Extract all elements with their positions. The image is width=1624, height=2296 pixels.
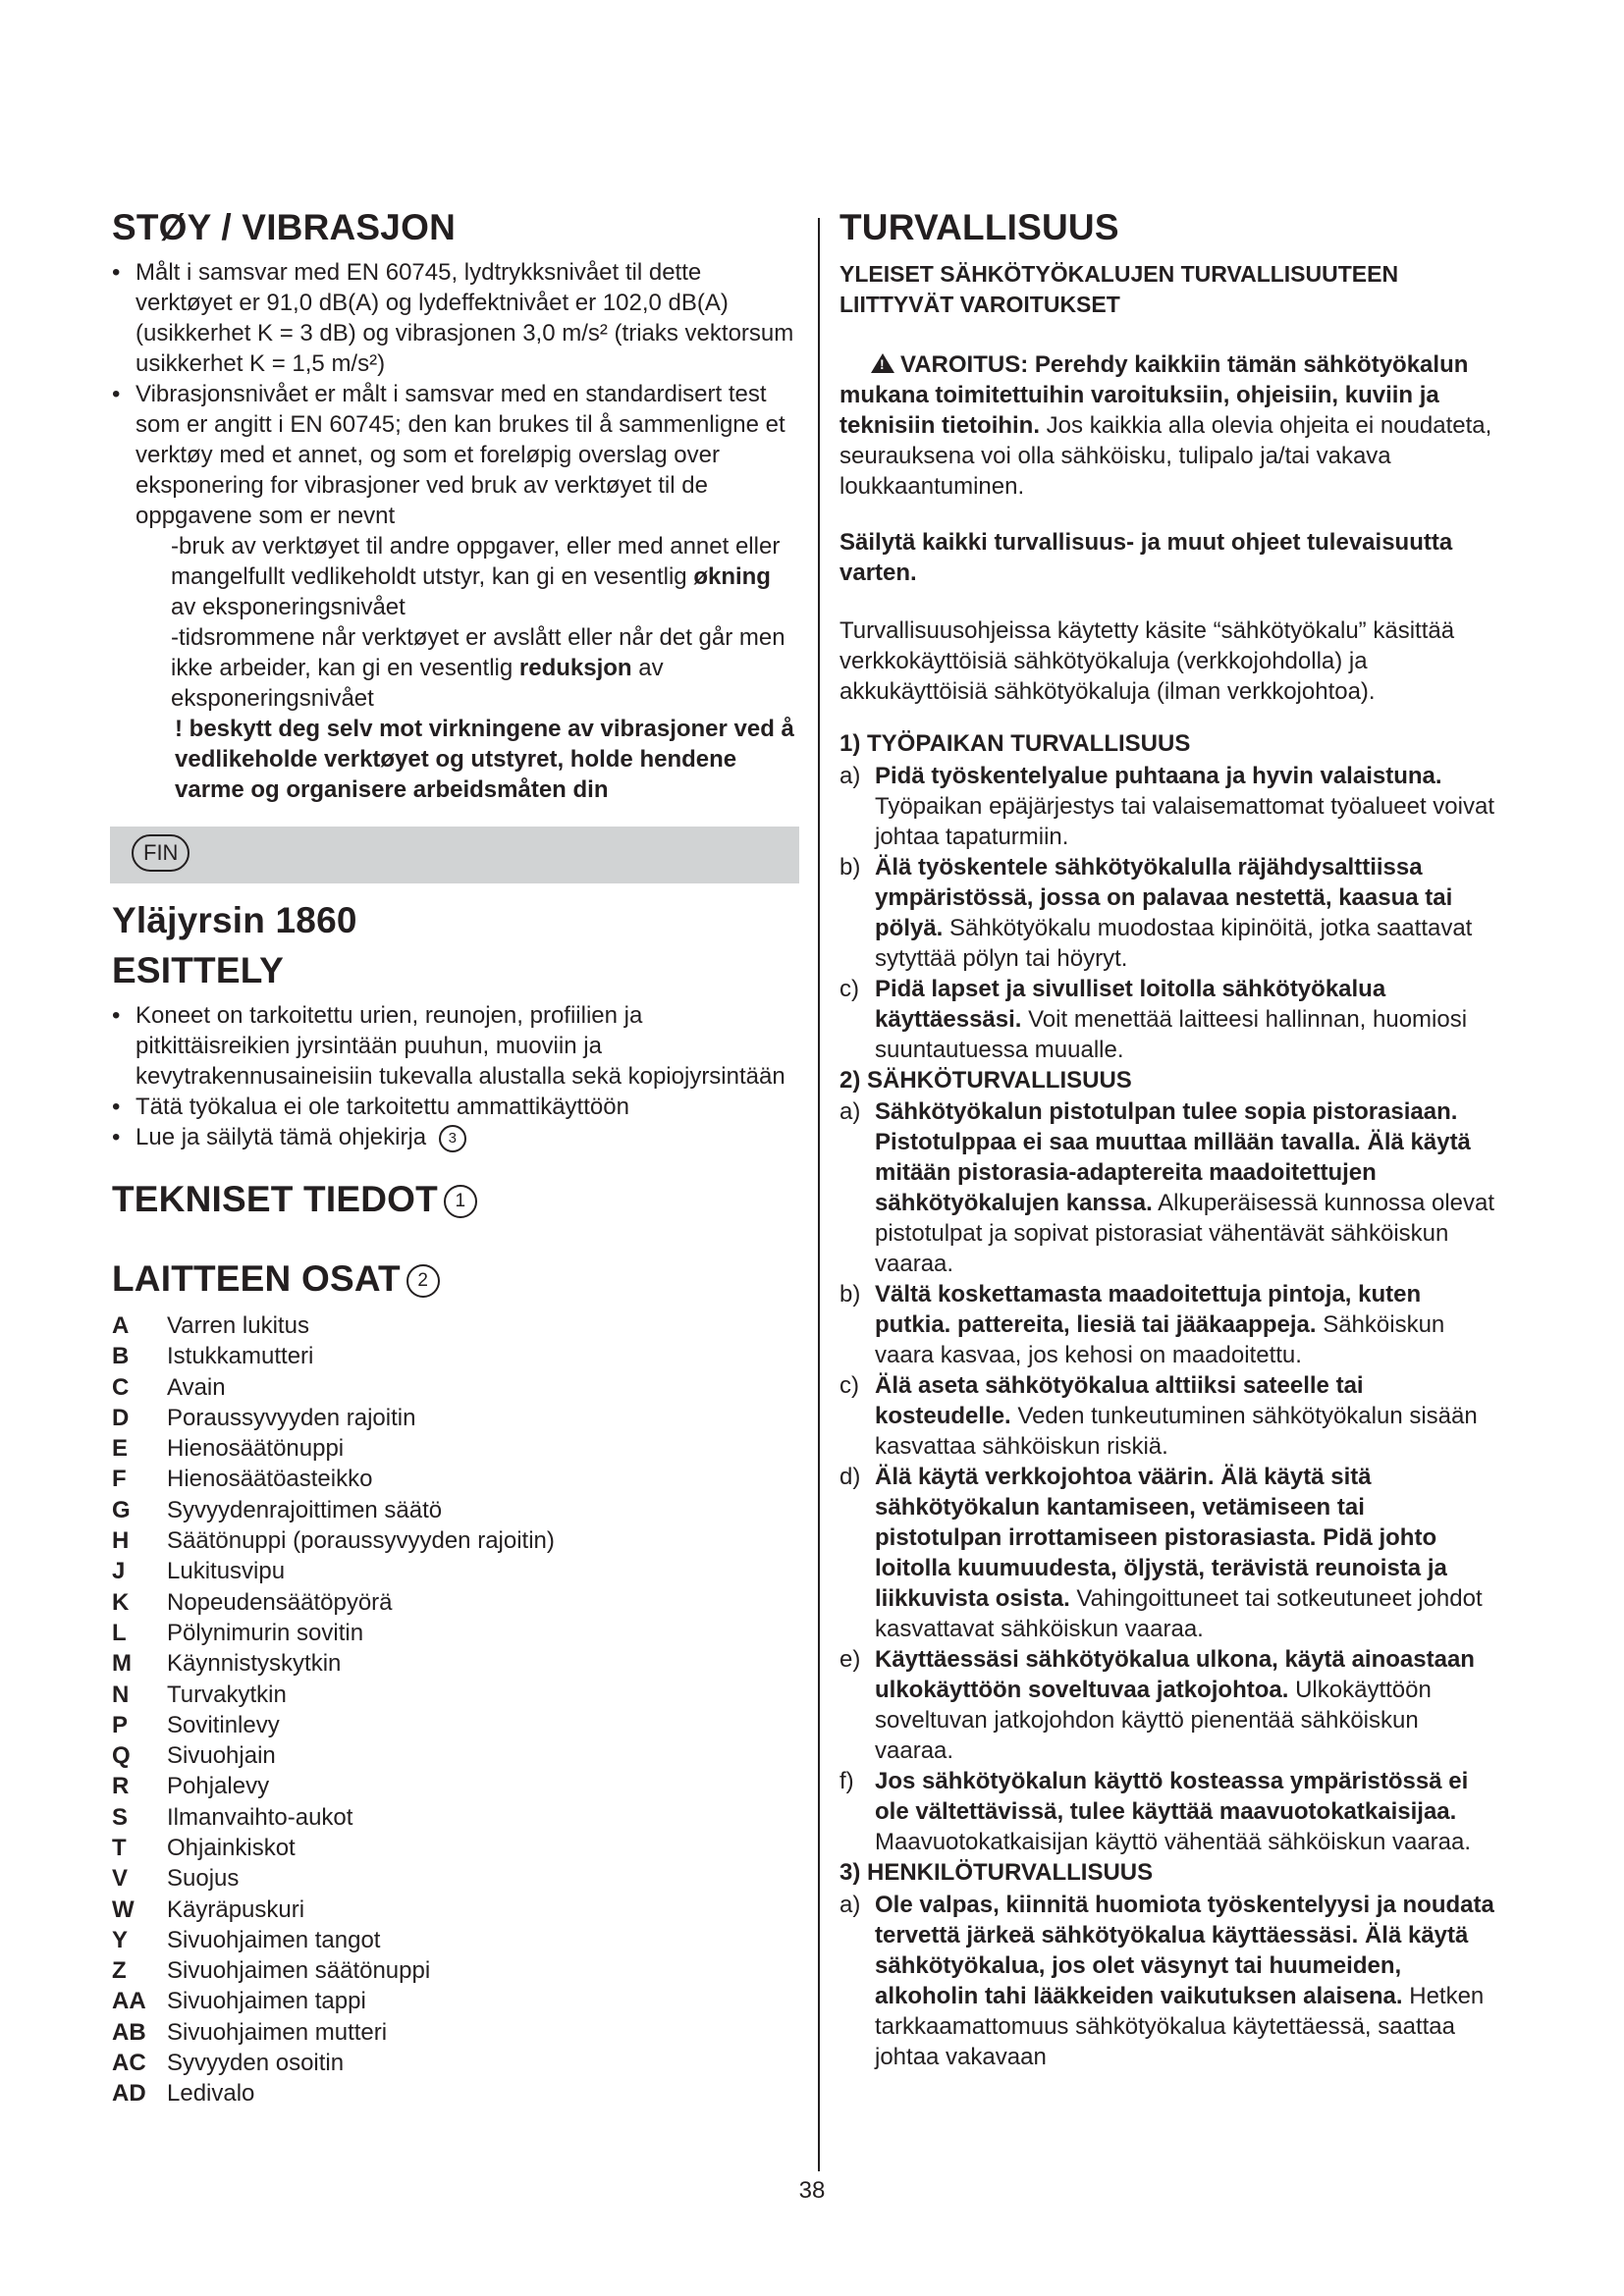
intro-bullet: • Koneet on tarkoitettu urien, reunojen, profiilien ja pitkittäisreikien jyrsintään puuhun, muoviin ja kevytrakennusaineisiin tukevalla alustalla sekä kopiojyrsintään (112, 1000, 799, 1092)
part-label: Sivuohjaimen säätönuppi (167, 1957, 431, 1985)
part-item (112, 1863, 799, 1894)
part-item (112, 1372, 799, 1403)
figure-ref-icon: 3 (439, 1125, 466, 1152)
part-item (112, 1403, 799, 1433)
noise-list (112, 257, 799, 805)
part-label: Käyräpuskuri (167, 1896, 305, 1923)
warning-triangle-icon (871, 353, 894, 373)
part-key: E (112, 1435, 129, 1463)
safety-item: b) Älä työskentele sähkötyökalulla räjähdysalttiissa ympäristössä, jossa on palavaa nestettä, kaasua tai pölyä. Sähkötyökalu muodostaa kipinöitä, jotka saattavat sytyttää pölyn tai höyryt. (839, 853, 1473, 972)
part-key: Z (112, 1957, 127, 1985)
part-item (112, 1955, 799, 1986)
safety-item: d) Älä käytä verkkojohtoa väärin. Älä käytä sitä sähkötyökalun kantamiseen, vetämiseen tai pistotulpan irrottamiseen pistorasiasta. Pidä johto loitolla kuumuudesta, öljystä, terävistä reunoista ja liikkuvista osista. Vahingoittuneet tai sotkeutuneet johdot kasvattavat sähköiskun vaaraa. (839, 1464, 1483, 1643)
column-divider (818, 218, 820, 2171)
parts-list (112, 1310, 799, 2109)
part-label: Suojus (167, 1865, 240, 1893)
part-key: J (112, 1558, 126, 1585)
part-label: Poraussyvyyden rajoitin (167, 1404, 416, 1431)
part-item (112, 1341, 799, 1371)
left-column (112, 206, 799, 2109)
part-label: Ilmanvaihto-aukot (167, 1803, 353, 1831)
part-item (112, 1771, 799, 1801)
part-label: Pölynimurin sovitin (167, 1619, 364, 1646)
part-label: Käynnistyskytkin (167, 1650, 342, 1678)
part-item (112, 1495, 799, 1525)
part-label: Sivuohjaimen tappi (167, 1988, 366, 2015)
intro-bullet: • Tätä työkalua ei ole tarkoitettu ammattikäyttöön (112, 1092, 799, 1122)
safety-item: c) Pidä lapset ja sivulliset loitolla sähkötyökalua käyttäessäsi. Voit menettää laitteesi hallinnan, huomiosi suuntautuessa muualle. (839, 975, 1468, 1063)
part-label: Sivuohjaimen mutteri (167, 2018, 388, 2046)
safety-item: f) Jos sähkötyökalun käyttö kosteassa ympäristössä ei ole vältettävissä, tulee käyttää maavuotokatkaisijaa. Maavuotokatkaisijan käyttö vähentää sähköiskun vaaraa. (839, 1768, 1472, 1856)
part-key: K (112, 1588, 130, 1616)
part-item (112, 1680, 799, 1710)
part-item (112, 1310, 799, 1341)
part-item (112, 1802, 799, 1833)
section-3-title: 3) HENKILÖTURVALLISUUS (839, 1859, 1154, 1887)
part-item (112, 1464, 799, 1494)
noise-sub-item: -bruk av verktøyet til andre oppgaver, eller med annet eller mangelfullt vedlikeholdt utstyr, kan gi en vesentlig økning av eksponeringsnivået (171, 533, 781, 621)
safety-title: TURVALLISUUS (839, 207, 1119, 247)
product-title: Yläjyrsin 1860 (112, 900, 357, 941)
safety-item: c) Älä aseta sähkötyökalua alttiiksi sateelle tai kosteudelle. Veden tunkeutuminen sähkötyökalun sisään kasvattaa sähköiskun riskiä. (839, 1372, 1478, 1461)
keep-instructions: Säilytä kaikki turvallisuus- ja muut ohjeet tulevaisuutta varten. (839, 529, 1453, 587)
part-item (112, 2048, 799, 2078)
part-key: AD (112, 2080, 146, 2108)
noise-sub-item: -tidsrommene når verktøyet er avslått eller når det går men ikke arbeider, kan gi en vesentlig reduksjon av eksponeringsnivået (171, 624, 785, 713)
parts-title: LAITTEEN OSAT 2 (112, 1257, 799, 1301)
language-bar (110, 827, 799, 883)
vibration-warning: ! beskytt deg selv mot virkningene av vibrasjoner ved å vedlikeholde verktøyet og utstyret, holde hendene varme og organisere arbeidsmåten din (175, 716, 794, 804)
part-label: Säätönuppi (poraussyvyyden rajoitin) (167, 1527, 555, 1555)
part-item (112, 1833, 799, 1863)
part-label: Syvyyden osoitin (167, 2050, 345, 2077)
section-1-list (839, 761, 1497, 1065)
part-item (112, 1710, 799, 1740)
part-item (112, 2078, 799, 2109)
part-key: N (112, 1681, 130, 1708)
part-label: Istukkamutteri (167, 1343, 314, 1370)
part-label: Ohjainkiskot (167, 1835, 296, 1861)
part-key: Q (112, 1742, 131, 1770)
part-item (112, 1433, 799, 1464)
part-item (112, 1556, 799, 1586)
part-label: Hienosäätönuppi (167, 1435, 345, 1463)
part-key: W (112, 1896, 135, 1923)
part-label: Syvyydenrajoittimen säätö (167, 1496, 443, 1523)
part-item (112, 1648, 799, 1679)
section-2-list (839, 1096, 1497, 1857)
noise-vibration-title: STØY / VIBRASJON (112, 207, 456, 247)
part-key: F (112, 1466, 127, 1493)
part-key: L (112, 1619, 127, 1646)
part-label: Nopeudensäätöpyörä (167, 1588, 393, 1616)
tech-data-title: TEKNISET TIEDOT 1 (112, 1178, 799, 1221)
part-key: A (112, 1311, 130, 1339)
section-1-title: 1) TYÖPAIKAN TURVALLISUUS (839, 730, 1191, 758)
part-key: AB (112, 2018, 146, 2046)
safety-item: a) Sähkötyökalun pistotulpan tulee sopia pistorasiaan. Pistotulppaa ei saa muuttaa millään tavalla. Älä käytä mitään pistorasia-adaptereita maadoitettujen sähkötyökalujen kanssa. Alkuperäisessä kunnossa olevat pistotulpat ja sopivat pistorasiat vähentävät sähköiskun vaaraa. (839, 1098, 1495, 1278)
part-label: Pohjalevy (167, 1773, 270, 1800)
figure-ref-icon: 1 (444, 1185, 477, 1218)
right-column (839, 206, 1497, 2072)
language-badge: FIN (132, 834, 189, 872)
part-item (112, 1525, 799, 1556)
part-label: Lukitusvipu (167, 1558, 286, 1585)
part-label: Varren lukitus (167, 1311, 309, 1339)
part-key: H (112, 1527, 130, 1555)
part-key: V (112, 1865, 129, 1893)
part-label: Sivuohjain (167, 1742, 276, 1770)
intro-title: ESITTELY (112, 949, 285, 990)
figure-ref-icon: 2 (406, 1264, 440, 1298)
noise-bullet: • Vibrasjonsnivået er målt i samsvar med en standardisert test som er angitt i EN 60745; den kan brukes til å sammenligne et verktøy med et annet, og som et foreløpig overslag over eksponering for vibrasjoner ved bruk av verktøyet til de oppgavene som er nevnt -bruk av verktøyet til andre oppgaver, eller med annet eller mangelfullt vedlikeholdt utstyr, kan gi en vesentlig økning av eksponeringsnivået -tidsrommene når verktøyet er avslått eller når det går men ikke arbeider, kan gi en vesentlig reduksjon av eksponeringsnivået ! beskytt deg selv mot virkningene av vibrasjoner ved å vedlikeholde verktøyet og utstyret, holde hendene varme og organisere arbeidsmåten din (112, 379, 799, 805)
part-label: Hienosäätöasteikko (167, 1466, 373, 1493)
part-key: D (112, 1404, 130, 1431)
part-key: R (112, 1773, 130, 1800)
definition-paragraph: Turvallisuusohjeissa käytetty käsite “sähkötyökalu” käsittää verkkokäyttöisiä sähkötyökaluja (verkkojohdolla) ja akkukäyttöisiä sähkötyökaluja (ilman verkkojohtoa). (839, 617, 1455, 706)
part-key: T (112, 1835, 127, 1861)
safety-item: a) Ole valpas, kiinnitä huomiota työskentelyysi ja noudata tervettä järkeä sähkötyökalua käyttäessäsi. Älä käytä sähkötyökalua, jos olet väsynyt tai huumeiden, alkoholin tahi lääkkeiden vaikutuksen alaisena. Hetken tarkkaamattomuus sähkötyökalua käytettäessä, saattaa johtaa vakavaan (839, 1891, 1494, 2070)
part-item (112, 1618, 799, 1648)
part-label: Avain (167, 1373, 226, 1401)
part-key: Y (112, 1926, 129, 1953)
part-key: C (112, 1373, 130, 1401)
intro-list (112, 1000, 799, 1152)
safety-item: e) Käyttäessäsi sähkötyökalua ulkona, käytä ainoastaan ulkokäyttöön soveltuvaa jatkojohtoa. Ulkokäyttöön soveltuvan jatkojohdon käyttö pienentää sähköiskun vaaraa. (839, 1646, 1475, 1765)
part-item (112, 1895, 799, 1925)
part-item (112, 1925, 799, 1955)
part-key: AA (112, 1988, 146, 2015)
part-item (112, 1587, 799, 1618)
general-warnings-title: YLEISET SÄHKÖTYÖKALUJEN TURVALLISUUTEEN LIITTYVÄT VAROITUKSET (839, 261, 1399, 318)
part-item (112, 1740, 799, 1771)
section-3-list (839, 1890, 1497, 2072)
part-label: Sovitinlevy (167, 1711, 280, 1738)
page-number: 38 (798, 2177, 826, 2204)
part-key: G (112, 1496, 131, 1523)
safety-item: a) Pidä työskentelyalue puhtaana ja hyvin valaistuna. Työpaikan epäjärjestys tai valaisemattomat työalueet voivat johtaa tapaturmiin. (839, 762, 1494, 850)
part-item (112, 1986, 799, 2016)
part-key: M (112, 1650, 132, 1678)
part-key: AC (112, 2050, 146, 2077)
part-label: Turvakytkin (167, 1681, 287, 1708)
part-key: P (112, 1711, 129, 1738)
part-key: B (112, 1343, 130, 1370)
part-label: Sivuohjaimen tangot (167, 1926, 381, 1953)
warning-paragraph: !VAROITUS: Perehdy kaikkiin tämän sähkötyökalun mukana toimitettuihin varoituksiin, ohjeisiin, kuviin ja teknisiin tietoihin. Jos kaikkia alla olevia ohjeita ei noudateta, seurauksena voi olla sähköisku, tulipalo ja/tai vakava loukkaantuminen. (839, 349, 1497, 502)
part-label: Ledivalo (167, 2080, 255, 2108)
noise-bullet: • Målt i samsvar med EN 60745, lydtrykksnivået til dette verktøyet er 91,0 dB(A) og lydeffektnivået er 102,0 dB(A) (usikkerhet K = 3 dB) og vibrasjonen 3,0 m/s² (triaks vektorsum usikkerhet K = 1,5 m/s²) (112, 257, 799, 379)
safety-item: b) Vältä koskettamasta maadoitettuja pintoja, kuten putkia. pattereita, liesiä tai jääkaappeja. Sähköiskun vaara kasvaa, jos kehosi on maadoitettu. (839, 1281, 1445, 1369)
section-2-title: 2) SÄHKÖTURVALLISUUS (839, 1066, 1132, 1094)
part-key: S (112, 1803, 129, 1831)
part-item (112, 2017, 799, 2048)
intro-bullet: • Lue ja säilytä tämä ohjekirja 3 (112, 1122, 799, 1152)
